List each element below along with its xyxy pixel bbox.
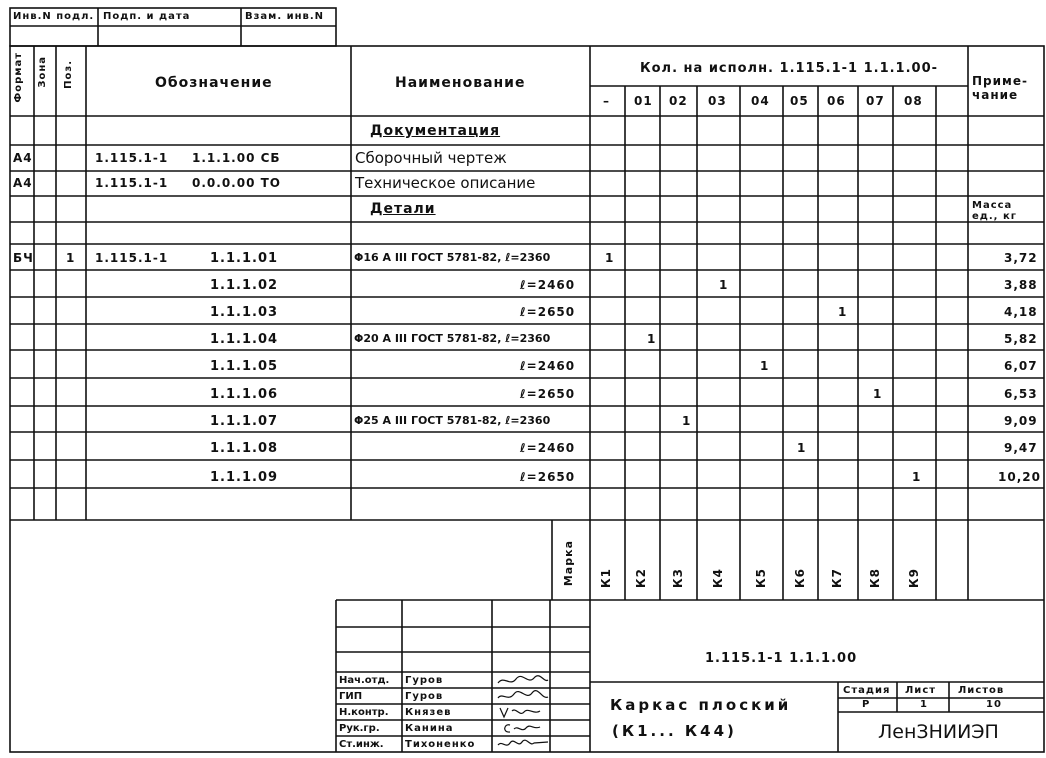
- part-row-3-sub: 1.1.1.03: [210, 305, 279, 320]
- part-row-7-name: Φ25 А III ГОСТ 5781-82, ℓ=2360: [354, 414, 551, 427]
- org-name: ЛенЗНИИЭП: [878, 721, 999, 743]
- staff-5-role: Ст.инж.: [339, 739, 384, 750]
- doc-row-1-sub: 1.1.1.00 СБ: [192, 151, 281, 165]
- header-pos: Поз.: [63, 60, 74, 89]
- doc-row-2-name: Техническое описание: [355, 174, 536, 192]
- part-row-1-format: БЧ: [13, 251, 34, 265]
- part-row-7-qty: 1: [682, 414, 692, 428]
- marka-label: Марка: [562, 540, 575, 587]
- sheet-value: 1: [920, 699, 928, 710]
- part-row-2-sub: 1.1.1.02: [210, 278, 279, 293]
- part-row-9-name: ℓ=2650: [520, 470, 576, 484]
- qty-col-3: 03: [708, 94, 727, 108]
- signature-1: [496, 673, 550, 687]
- sheet-label: Лист: [905, 685, 937, 696]
- staff-2-role: ГИП: [339, 691, 363, 702]
- part-row-6-name: ℓ=2650: [520, 387, 576, 401]
- staff-3-name: Князев: [405, 707, 452, 718]
- staff-5-name: Тихоненко: [405, 739, 476, 750]
- part-row-4-sub: 1.1.1.04: [210, 332, 279, 347]
- part-row-2-name: ℓ=2460: [520, 278, 576, 292]
- marka-k9: К9: [907, 568, 921, 589]
- mass-label: Масса ед., кг: [972, 200, 1017, 222]
- title-line-2: (К1... К44): [612, 722, 737, 740]
- staff-1-role: Нач.отд.: [339, 675, 390, 686]
- header-format: Формат: [13, 52, 24, 103]
- part-row-2-mass: 3,88: [1004, 278, 1038, 292]
- part-row-5-sub: 1.1.1.05: [210, 359, 279, 374]
- signature-4: [496, 721, 550, 735]
- part-row-8-qty: 1: [797, 441, 807, 455]
- part-row-1-qty: 1: [605, 251, 615, 265]
- part-row-1-name: Φ16 А III ГОСТ 5781-82, ℓ=2360: [354, 251, 551, 264]
- marka-k7: К7: [830, 568, 844, 589]
- doc-row-2-code: 1.115.1-1: [95, 176, 169, 190]
- sheets-label: Листов: [958, 685, 1005, 696]
- part-row-4-mass: 5,82: [1004, 332, 1038, 346]
- marka-k2: К2: [634, 568, 648, 589]
- qty-col-8: 08: [904, 94, 923, 108]
- sheets-value: 10: [986, 699, 1002, 710]
- qty-col-0: –: [603, 94, 610, 108]
- stamp-inv-label: Инв.N подл.: [13, 11, 95, 22]
- header-note: Приме-чание: [972, 74, 1028, 102]
- marka-k6: К6: [793, 568, 807, 589]
- doc-row-1-code: 1.115.1-1: [95, 151, 169, 165]
- marka-k5: К5: [754, 568, 768, 589]
- part-row-5-qty: 1: [760, 359, 770, 373]
- qty-col-4: 04: [751, 94, 770, 108]
- marka-k3: К3: [671, 568, 685, 589]
- part-row-5-mass: 6,07: [1004, 359, 1038, 373]
- part-row-6-sub: 1.1.1.06: [210, 387, 279, 402]
- part-row-1-code: 1.115.1-1: [95, 251, 169, 265]
- staff-4-name: Канина: [405, 723, 454, 734]
- header-zone: Зона: [37, 56, 48, 88]
- part-row-3-qty: 1: [838, 305, 848, 319]
- doc-row-1-name: Сборочный чертеж: [355, 149, 507, 167]
- part-row-8-name: ℓ=2460: [520, 441, 576, 455]
- stage-value: Р: [862, 699, 871, 710]
- signature-2: [496, 689, 550, 703]
- part-row-2-qty: 1: [719, 278, 729, 292]
- section-docs: Документация: [370, 123, 501, 139]
- header-qty-title: Кол. на исполн. 1.115.1-1 1.1.1.00-: [640, 61, 939, 76]
- signature-5: [496, 737, 550, 751]
- staff-2-name: Гуров: [405, 691, 444, 702]
- part-row-7-mass: 9,09: [1004, 414, 1038, 428]
- part-row-4-name: Φ20 А III ГОСТ 5781-82, ℓ=2360: [354, 332, 551, 345]
- part-row-1-pos: 1: [66, 251, 76, 265]
- part-row-8-mass: 9,47: [1004, 441, 1038, 455]
- part-row-5-name: ℓ=2460: [520, 359, 576, 373]
- part-row-9-sub: 1.1.1.09: [210, 470, 279, 485]
- signature-3: [496, 705, 550, 719]
- part-row-9-qty: 1: [912, 470, 922, 484]
- part-row-7-sub: 1.1.1.07: [210, 414, 279, 429]
- part-row-6-mass: 6,53: [1004, 387, 1038, 401]
- staff-4-role: Рук.гр.: [339, 723, 380, 734]
- qty-col-6: 06: [827, 94, 846, 108]
- title-line-1: Каркас плоский: [610, 696, 792, 714]
- marka-k4: К4: [711, 568, 725, 589]
- part-row-4-qty: 1: [647, 332, 657, 346]
- part-row-1-sub: 1.1.1.01: [210, 251, 279, 266]
- part-row-8-sub: 1.1.1.08: [210, 441, 279, 456]
- part-row-3-name: ℓ=2650: [520, 305, 576, 319]
- doc-code: 1.115.1-1 1.1.1.00: [705, 651, 858, 666]
- marka-k1: К1: [599, 568, 613, 589]
- part-row-1-mass: 3,72: [1004, 251, 1038, 265]
- stamp-replace-label: Взам. инв.N: [245, 11, 325, 22]
- marka-k8: К8: [868, 568, 882, 589]
- stamp-sign-date-label: Подп. и дата: [103, 11, 191, 22]
- qty-col-7: 07: [866, 94, 885, 108]
- section-parts: Детали: [370, 201, 436, 217]
- staff-1-name: Гуров: [405, 675, 444, 686]
- staff-3-role: Н.контр.: [339, 707, 389, 718]
- qty-col-1: 01: [634, 94, 653, 108]
- qty-col-5: 05: [790, 94, 809, 108]
- header-name: Наименование: [395, 75, 526, 91]
- part-row-3-mass: 4,18: [1004, 305, 1038, 319]
- stage-label: Стадия: [843, 685, 891, 696]
- doc-row-2-sub: 0.0.0.00 ТО: [192, 176, 281, 190]
- qty-col-2: 02: [669, 94, 688, 108]
- doc-row-2-format: А4: [13, 176, 33, 190]
- doc-row-1-format: А4: [13, 151, 33, 165]
- header-designation: Обозначение: [155, 75, 273, 91]
- part-row-6-qty: 1: [873, 387, 883, 401]
- part-row-9-mass: 10,20: [998, 470, 1041, 484]
